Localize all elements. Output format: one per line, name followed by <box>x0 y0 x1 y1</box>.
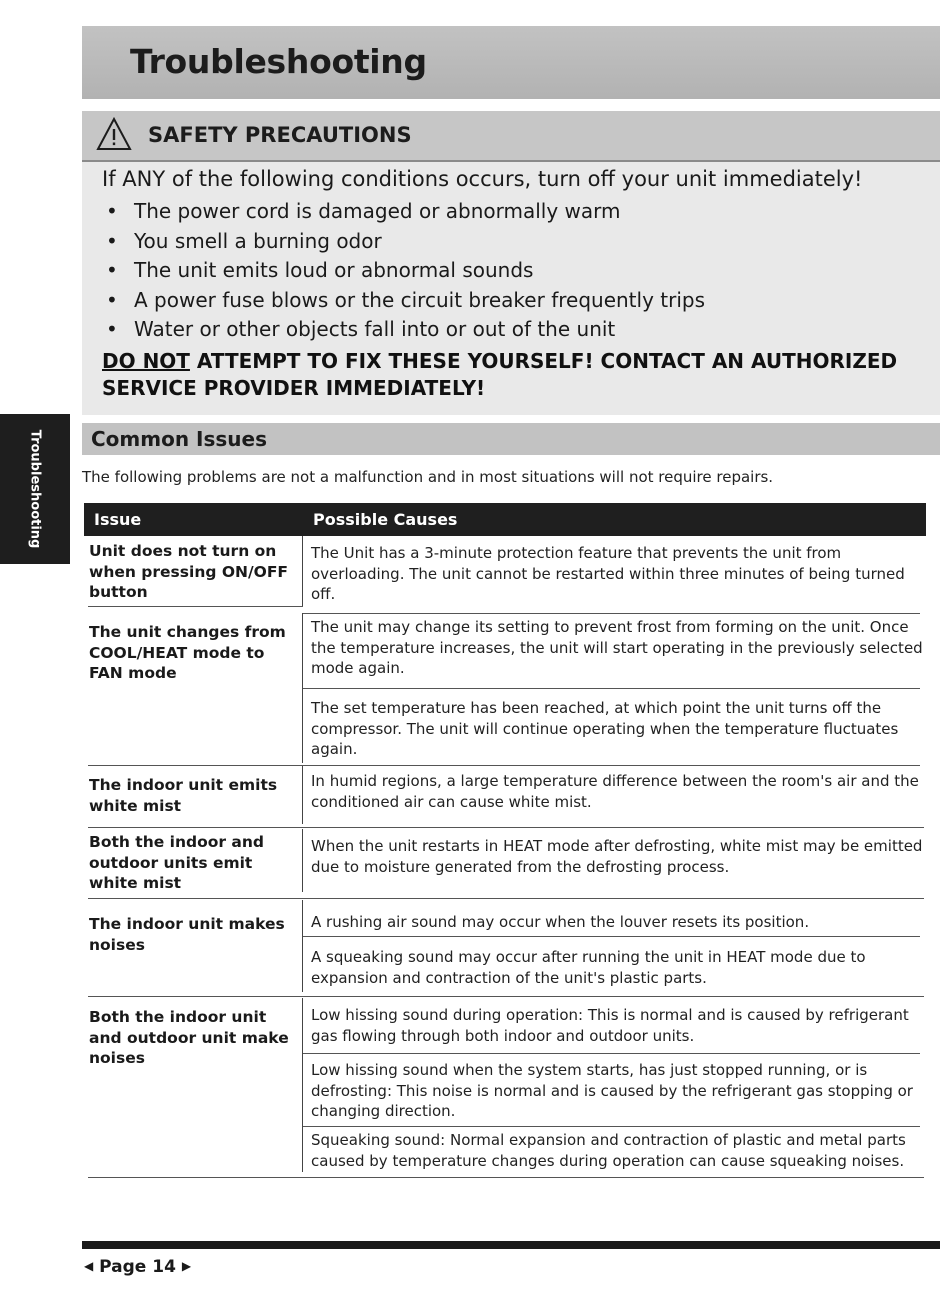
cause-cell: Low hissing sound during operation: This is normal and is caused by refrigerant gas flowing through both indoor and outdoor units. <box>311 1006 909 1045</box>
common-issues-lead: The following problems are not a malfunction and in most situations will not require repairs. <box>82 468 774 486</box>
safety-precautions-box <box>82 111 940 415</box>
safety-condition: • Water or other objects fall into or out of the unit <box>106 317 616 342</box>
issue-cell: Both the indoor unit and outdoor unit make noises <box>89 1008 289 1067</box>
column-divider <box>302 998 303 1172</box>
issue-cell: The indoor unit makes noises <box>89 915 285 954</box>
cause-separator <box>303 688 920 689</box>
table-header <box>84 503 926 536</box>
safety-condition: • You smell a burning odor <box>106 228 382 253</box>
cause-cell: A rushing air sound may occur when the louver resets its position. <box>311 913 810 931</box>
safety-heading-bar <box>82 111 940 162</box>
page-number-label: Page 14 <box>99 1257 176 1277</box>
next-page-icon[interactable]: ▶ <box>181 1259 192 1273</box>
cause-cell: A squeaking sound may occur after running the unit in HEAT mode due to expansion and contraction of the unit's plastic parts. <box>311 948 866 987</box>
row-separator <box>88 827 924 828</box>
row-separator <box>88 898 924 899</box>
safety-condition: • The power cord is damaged or abnormally warm <box>106 199 621 223</box>
warning-do-not: DO NOT <box>102 349 190 373</box>
warning-line-2: SERVICE PROVIDER IMMEDIATELY! <box>102 376 486 400</box>
safety-heading: SAFETY PRECAUTIONS <box>148 123 412 147</box>
cause-cell: Low hissing sound when the system starts, has just stopped running, or is defrosting: This noise is normal and is caused by the refrigerant gas stopping or changing direction. <box>311 1061 913 1120</box>
footer-bar <box>82 1241 940 1249</box>
cause-cell: The unit may change its setting to prevent frost from forming on the unit. Once the temperature increases, the unit will start operating in the previously selected mode again. <box>311 618 923 677</box>
title-bar <box>82 26 940 99</box>
issue-cell: The unit changes from COOL/HEAT mode to FAN mode <box>89 623 286 682</box>
safety-condition: • The unit emits loud or abnormal sounds <box>106 258 534 283</box>
cause-cell: In humid regions, a large temperature difference between the room's air and the conditioned air can cause white mist. <box>311 772 919 811</box>
side-section-tab <box>0 414 70 564</box>
column-divider <box>302 900 303 992</box>
side-tab-label: Troubleshooting <box>27 429 43 549</box>
previous-page-icon[interactable]: ◀ <box>84 1259 94 1273</box>
row-separator <box>303 613 920 614</box>
warning-line-1: ATTEMPT TO FIX THESE YOURSELF! CONTACT AN AUTHORIZED <box>189 349 898 373</box>
cause-cell: When the unit restarts in HEAT mode after defrosting, white mist may be emitted due to moisture generated from the defrosting process. <box>311 837 923 876</box>
issue-cell: The indoor unit emits white mist <box>89 776 278 815</box>
common-issues-heading: Common Issues <box>91 427 267 451</box>
table-bottom-rule <box>88 1177 924 1178</box>
page-title: Troubleshooting <box>130 42 427 81</box>
safety-intro: If ANY of the following conditions occurs, turn off your unit immediately! <box>102 167 863 191</box>
row-separator <box>88 606 303 607</box>
issue-cell: Both the indoor and outdoor units emit white mist <box>89 833 265 892</box>
column-header-issue: Issue <box>94 510 142 529</box>
cause-separator <box>303 936 920 937</box>
issue-cell: Unit does not turn on when pressing ON/OFF button <box>89 542 289 601</box>
cause-cell: Squeaking sound: Normal expansion and contraction of plastic and metal parts caused by temperature changes during operation can cause squeaking noises. <box>311 1131 906 1170</box>
page-number <box>84 1257 191 1277</box>
column-divider <box>302 765 303 824</box>
cause-cell: The set temperature has been reached, at which point the unit turns off the compressor. The unit will continue operating when the temperature fluctuates again. <box>311 699 899 758</box>
row-separator <box>88 996 924 997</box>
column-divider <box>302 536 303 606</box>
safety-condition: • A power fuse blows or the circuit breaker frequently trips <box>106 287 705 312</box>
column-divider <box>302 829 303 892</box>
cause-separator <box>303 1126 920 1127</box>
common-issues-heading-bar <box>82 423 940 455</box>
cause-cell: The Unit has a 3-minute protection feature that prevents the unit from overloading. The unit cannot be restarted within three minutes of being turned off. <box>311 544 905 603</box>
cause-separator <box>303 1053 920 1054</box>
column-header-causes: Possible Causes <box>313 510 458 529</box>
safety-condition-list <box>102 197 705 345</box>
row-separator <box>88 765 920 766</box>
warning-triangle-icon <box>96 116 132 152</box>
safety-warning <box>102 348 897 402</box>
